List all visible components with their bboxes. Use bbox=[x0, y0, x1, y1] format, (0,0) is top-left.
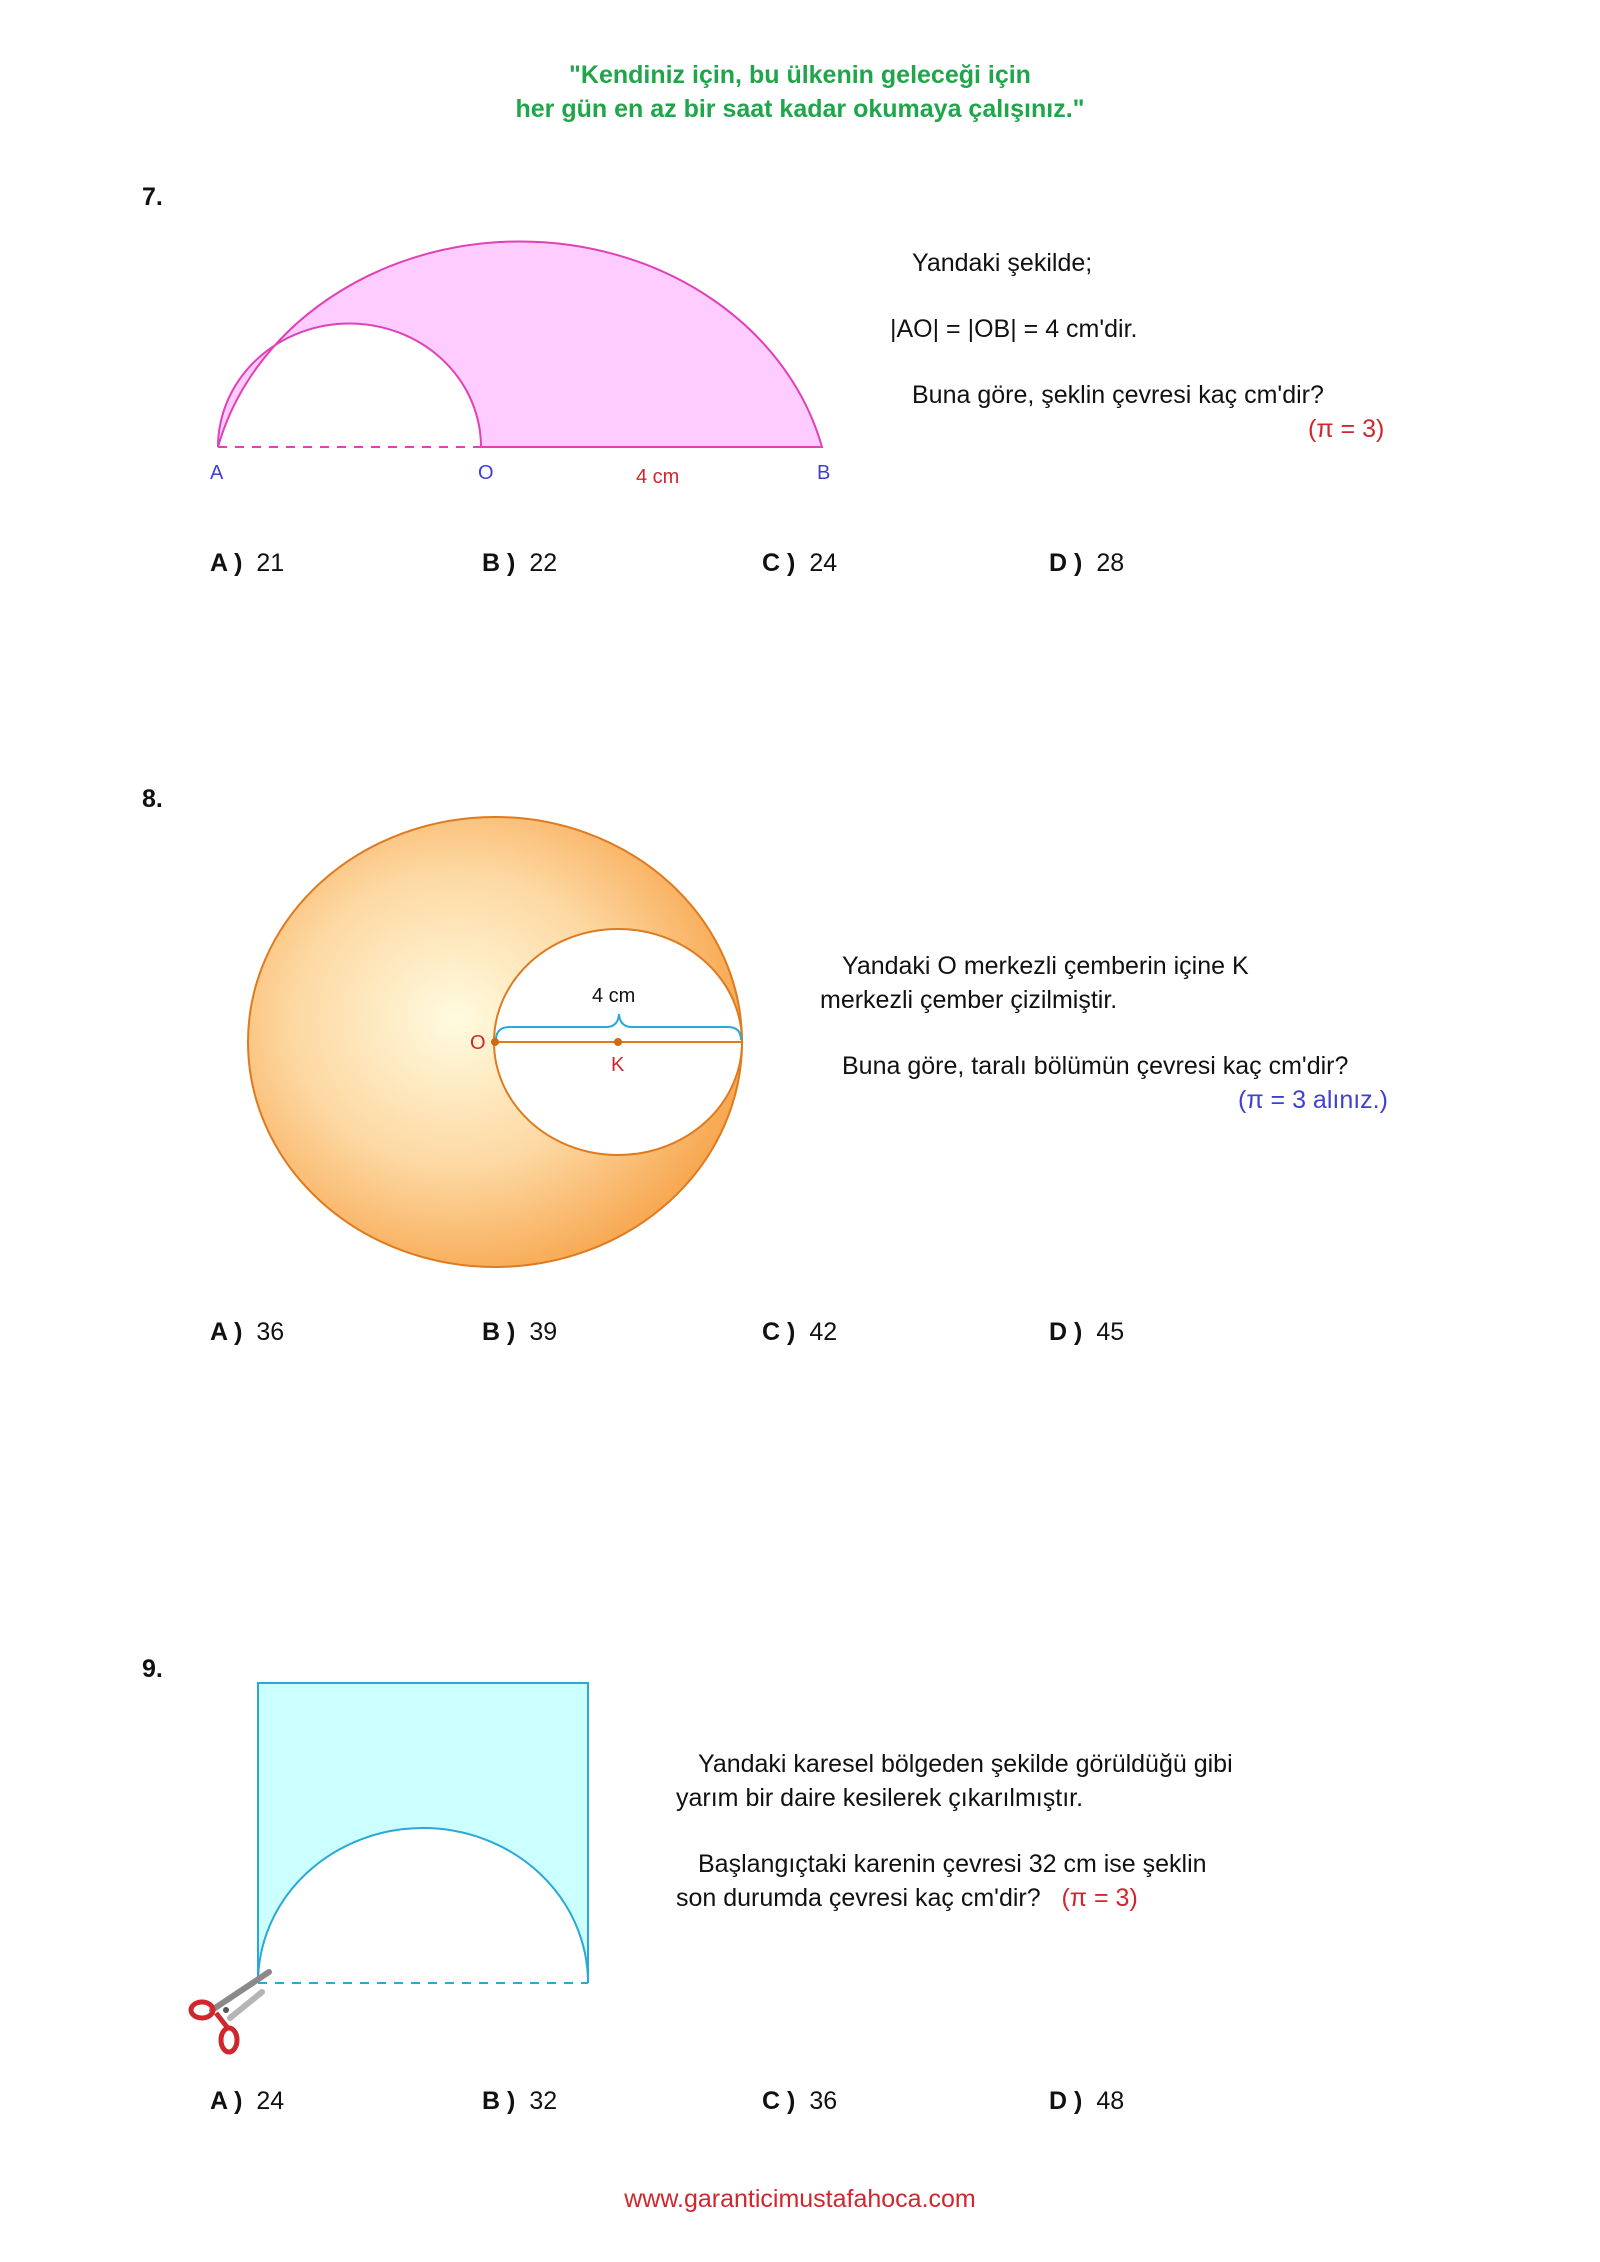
footer-website-link[interactable]: www.garanticimustafahoca.com bbox=[624, 2185, 976, 2213]
option-value: 36 bbox=[809, 2087, 838, 2115]
option-value: 24 bbox=[256, 2087, 285, 2115]
q7-line-3: Buna göre, şeklin çevresi kaç cm'dir? bbox=[912, 381, 1324, 409]
square-with-semicircle-cut bbox=[258, 1683, 588, 1983]
scissors-icon bbox=[191, 1972, 269, 2052]
label-o: O bbox=[470, 1032, 486, 1054]
crescent-shape bbox=[218, 241, 822, 447]
question-9-number: 9. bbox=[142, 1655, 163, 1683]
option-value: 39 bbox=[529, 1318, 558, 1346]
q8-option-d[interactable] bbox=[1049, 1318, 1124, 1347]
label-o: O bbox=[478, 462, 494, 484]
q8-option-b[interactable] bbox=[482, 1318, 557, 1347]
option-value: 24 bbox=[809, 549, 838, 577]
option-value: 32 bbox=[529, 2087, 558, 2115]
option-letter: D ) bbox=[1049, 549, 1083, 577]
q9-line-4-text: son durumda çevresi kaç cm'dir? bbox=[676, 1884, 1041, 1912]
motto-line-1: "Kendiniz için, bu ülkenin geleceği için bbox=[569, 61, 1031, 89]
q9-line-4 bbox=[676, 1881, 1233, 1915]
option-letter: C ) bbox=[762, 549, 796, 577]
option-value: 21 bbox=[256, 549, 285, 577]
q9-option-d[interactable] bbox=[1049, 2087, 1124, 2116]
question-9-figure bbox=[180, 1670, 620, 2070]
question-7-text bbox=[890, 246, 1384, 446]
q7-option-d[interactable] bbox=[1049, 549, 1124, 578]
q9-pi-note: (π = 3) bbox=[1061, 1884, 1138, 1912]
q9-line-1: Yandaki karesel bölgeden şekilde görüldüğü gibi bbox=[698, 1750, 1233, 1778]
q7-option-c[interactable] bbox=[762, 549, 837, 578]
option-value: 28 bbox=[1096, 549, 1125, 577]
option-value: 42 bbox=[809, 1318, 838, 1346]
q8-line-2: merkezli çember çizilmiştir. bbox=[820, 986, 1118, 1014]
option-letter: A ) bbox=[210, 2087, 243, 2115]
length-label-ob: 4 cm bbox=[636, 466, 680, 488]
label-k: K bbox=[611, 1054, 625, 1076]
q9-line-2: yarım bir daire kesilerek çıkarılmıştır. bbox=[676, 1784, 1084, 1812]
q7-line-1: Yandaki şekilde; bbox=[912, 249, 1093, 277]
point-k bbox=[614, 1038, 622, 1046]
option-value: 22 bbox=[529, 549, 558, 577]
q9-option-a[interactable] bbox=[210, 2087, 284, 2116]
question-7-figure bbox=[200, 165, 860, 505]
q7-option-b[interactable] bbox=[482, 549, 557, 578]
option-letter: A ) bbox=[210, 1318, 243, 1346]
motto bbox=[0, 58, 1600, 126]
label-b: B bbox=[817, 462, 831, 484]
q7-option-a[interactable] bbox=[210, 549, 284, 578]
point-o bbox=[491, 1038, 499, 1046]
option-letter: A ) bbox=[210, 549, 243, 577]
question-9-text bbox=[676, 1747, 1233, 1915]
option-value: 36 bbox=[256, 1318, 285, 1346]
label-a: A bbox=[210, 462, 224, 484]
q9-option-b[interactable] bbox=[482, 2087, 557, 2116]
option-letter: B ) bbox=[482, 549, 516, 577]
q9-line-3: Başlangıçtaki karenin çevresi 32 cm ise şeklin bbox=[698, 1850, 1207, 1878]
motto-line-2: her gün en az bir saat kadar okumaya çalışınız." bbox=[515, 95, 1085, 123]
question-8-text bbox=[820, 949, 1388, 1117]
q9-option-c[interactable] bbox=[762, 2087, 837, 2116]
q7-line-2: |AO| = |OB| = 4 cm'dir. bbox=[890, 315, 1138, 343]
option-value: 48 bbox=[1096, 2087, 1125, 2115]
q8-line-1: Yandaki O merkezli çemberin içine K bbox=[842, 952, 1249, 980]
q8-option-c[interactable] bbox=[762, 1318, 837, 1347]
q8-line-3: Buna göre, taralı bölümün çevresi kaç cm'dir? bbox=[842, 1052, 1349, 1080]
option-letter: D ) bbox=[1049, 2087, 1083, 2115]
option-letter: D ) bbox=[1049, 1318, 1083, 1346]
option-value: 45 bbox=[1096, 1318, 1125, 1346]
q8-pi-note: (π = 3 alınız.) bbox=[1238, 1086, 1388, 1114]
option-letter: C ) bbox=[762, 2087, 796, 2115]
length-label-4cm: 4 cm bbox=[592, 985, 636, 1007]
question-7-number: 7. bbox=[142, 183, 163, 211]
question-8-figure bbox=[230, 800, 770, 1280]
option-letter: B ) bbox=[482, 1318, 516, 1346]
q8-option-a[interactable] bbox=[210, 1318, 284, 1347]
question-8-number: 8. bbox=[142, 785, 163, 813]
option-letter: C ) bbox=[762, 1318, 796, 1346]
option-letter: B ) bbox=[482, 2087, 516, 2115]
q7-pi-note: (π = 3) bbox=[1308, 415, 1385, 443]
